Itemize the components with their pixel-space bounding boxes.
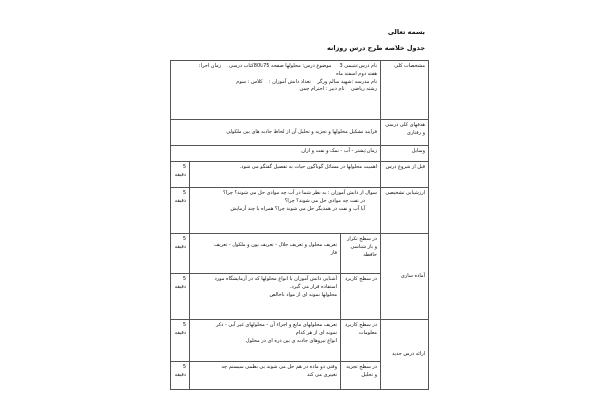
prep-duration-2: 5 دقیقه xyxy=(171,274,190,320)
start-duration: 5 دقیقه xyxy=(171,162,190,188)
prep-text-1 xyxy=(190,234,341,274)
teacher-text: نام دبیر : احترام چمن xyxy=(299,86,345,93)
time-text: زمان اجرا: xyxy=(198,63,222,69)
prep-text-2-line-3: محلولها نمونه ای از مواد ناخالص xyxy=(269,291,337,298)
topic-text: موضوع درس: محلولها صفحه 75تا80کتاب درسی xyxy=(229,63,332,69)
grade-text: کلاس : سوم xyxy=(236,78,263,85)
new-lesson-text-1 xyxy=(190,320,341,362)
tools-row xyxy=(171,146,429,162)
new-lesson-duration-2: 5 دقیقه xyxy=(171,362,190,390)
start-text: اهمیت محلولها در مسائل گوناگون حیات به تفصیل گفتگو می شود. xyxy=(190,162,381,188)
tools-text: زمان:پشتر - آب - نمک و نفت و ازان xyxy=(171,146,381,162)
new-lesson-label: ارائه درس جدید xyxy=(381,320,429,390)
page-title: بسمه تعالی xyxy=(387,28,425,36)
subject-text: نام درس:شیمی 3 xyxy=(339,63,377,69)
new-lesson-text-2-line-1: وقتی دو ماده در هم حل می شوند بی نظمی سیستم چه xyxy=(221,364,337,370)
new-lesson-duration-1: 5 دقیقه xyxy=(171,320,190,362)
prep-sub-2: در سطح کاربرد xyxy=(341,274,381,320)
prep-label: آماده سازی xyxy=(381,234,429,320)
specs-row xyxy=(171,61,429,120)
start-row xyxy=(171,162,429,188)
new-lesson-text-2 xyxy=(190,362,341,390)
prep-row-1 xyxy=(171,234,429,274)
specs-line-1 xyxy=(174,63,377,71)
specs-line-4 xyxy=(174,86,377,94)
pre-eval-line-2: در نفت چه موادی حل می شوند؟ چرا؟ xyxy=(284,197,365,204)
new-lesson-text-2-line-2: تغییری می کند xyxy=(306,371,337,378)
day-text: هفته دوم اسفند ماه xyxy=(336,70,377,77)
pre-eval-row xyxy=(171,188,429,234)
new-lesson-text-1-line-3: انواع نیروهای جاذبه ی بین ذره ای در محلول xyxy=(245,337,337,344)
goals-text: فرایند تشکیل محلولها و تجزیه و تحلیل آن از لحاظ جاذبه های بین ملکولی xyxy=(171,120,381,146)
page-subtitle: جدول خلاصه طرح درس روزانه xyxy=(326,44,425,52)
specs-label: مشخصات کلی xyxy=(381,61,429,120)
new-lesson-text-1-line-2: نمونه ای از هر کدام xyxy=(295,329,337,336)
prep-text-1-line-2: فاز xyxy=(330,249,337,256)
goals-row xyxy=(171,120,429,146)
prep-text-2-line-2: استفاده قرار می گیرد. xyxy=(289,283,337,290)
prep-sub-1: در سطح تکرار و باز شناسی حافظه xyxy=(341,234,381,274)
students-text: تعداد دانش آموزان : xyxy=(268,78,311,85)
pre-eval-line-3: آیا آب و نفت در همدیگر حل می شوند چرا؟ همراه با چند آزمایش xyxy=(230,205,365,212)
pre-eval-line-1: سوال از دانش آموزان : به نظر شما در آب چه موادی حل می شوند؟ چرا؟ xyxy=(223,190,377,196)
prep-duration-1: 5 دقیقه xyxy=(171,234,190,274)
new-lesson-text-1-line-1: تعریف محلولهای مایع و اجزاء آن - محلولهای غیر آبی - ذکر xyxy=(216,322,337,328)
new-lesson-row-1 xyxy=(171,320,429,362)
pre-eval-cell xyxy=(190,188,381,234)
pre-eval-label: ارزشیابی تشخیصی xyxy=(381,188,429,234)
new-lesson-sub-2: در سطح تجزیه و تحلیل xyxy=(341,362,381,390)
prep-text-2-line-1: آشنایی دانش آموزان با انواع محلولها که در آزمایشگاه مورد xyxy=(214,276,337,282)
tools-label: وسایل xyxy=(381,146,429,162)
field-text: رشته ریاضی xyxy=(350,86,377,93)
specs-cell xyxy=(171,61,381,120)
prep-text-2 xyxy=(190,274,341,320)
school-text: نام مدرسه :شهید سالم ورگر xyxy=(317,78,377,85)
goals-label: هدفهای کلی درسی و رفتاری xyxy=(381,120,429,146)
start-label: قبل از شروع درس xyxy=(381,162,429,188)
lesson-plan-table xyxy=(170,60,429,390)
prep-text-1-line-1: تعریف محلول و تعریف حلال - تعریف یون و ملکول - تعریف xyxy=(214,242,337,248)
new-lesson-sub-1: در سطح کاربرد معلومات xyxy=(341,320,381,362)
pre-eval-duration: 5 دقیقه xyxy=(171,188,190,234)
specs-line-3 xyxy=(174,79,377,87)
